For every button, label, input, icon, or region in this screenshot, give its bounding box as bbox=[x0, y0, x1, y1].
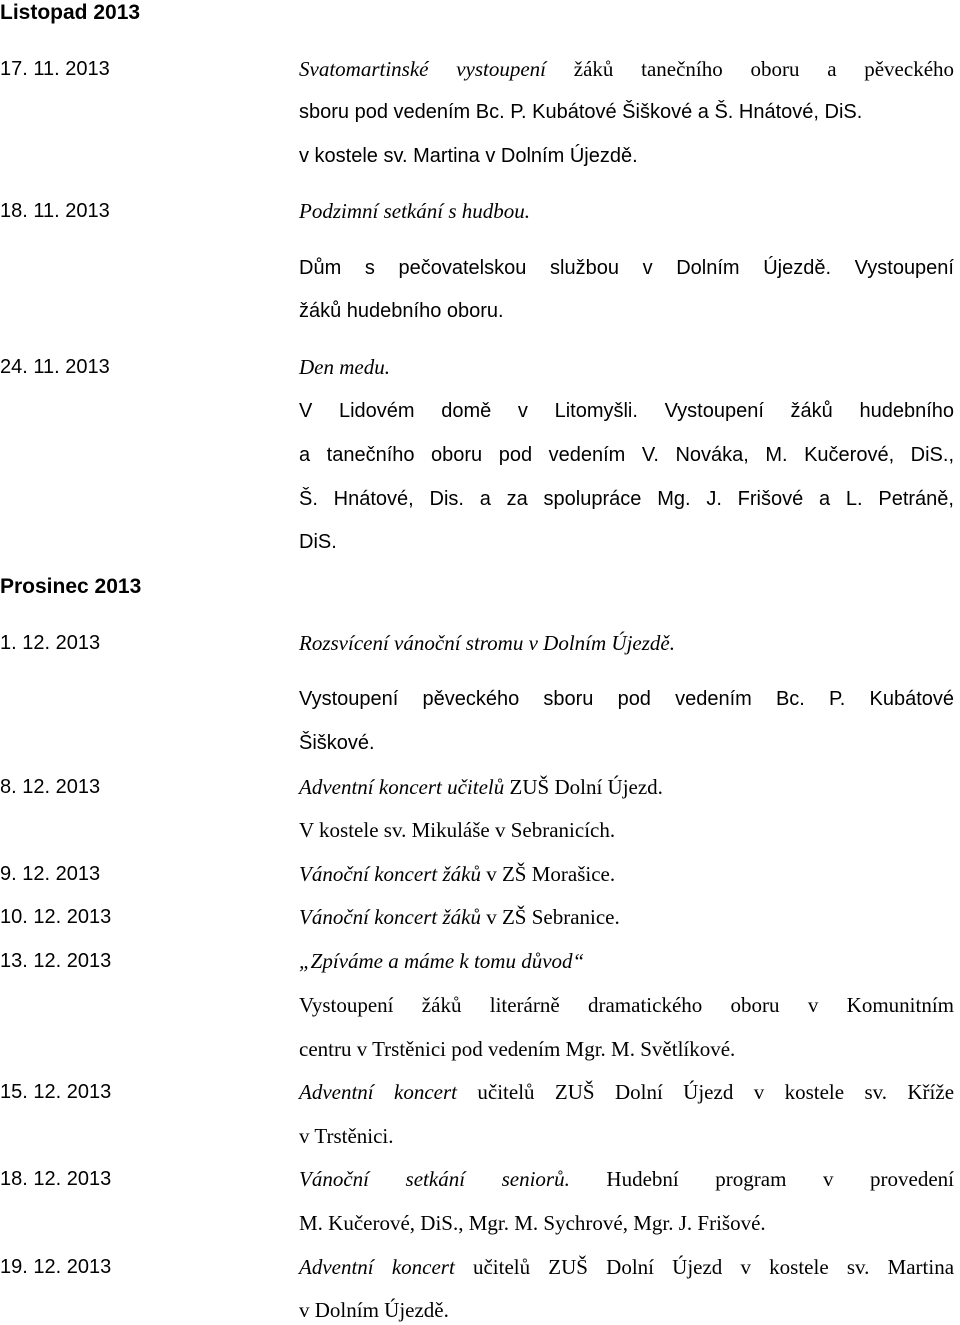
event-line bbox=[299, 1167, 954, 1191]
event-line: V kostele sv. Mikuláše v Sebranicích. bbox=[299, 818, 616, 842]
event-title: Rozsvícení vánoční stromu v Dolním Újezdě. bbox=[299, 631, 675, 655]
event-title: Adventní koncert bbox=[299, 1255, 455, 1279]
event-text: učitelů ZUŠ Dolní Újezd v kostele sv. Martina bbox=[472, 1255, 955, 1279]
event-text: ZUŠ Dolní Újezd. bbox=[509, 775, 663, 799]
event-text: žáků tanečního oboru a pěveckého bbox=[573, 57, 955, 81]
event-line: M. Kučerové, DiS., Mgr. M. Sychrové, Mgr. J. Frišové. bbox=[299, 1211, 766, 1235]
event-line: Šiškové. bbox=[299, 732, 375, 754]
event-line: v Dolním Újezdě. bbox=[299, 1298, 449, 1322]
event-date: 9. 12. 2013 bbox=[0, 863, 101, 885]
event-title: Den medu. bbox=[299, 355, 390, 379]
month-heading-december: Prosinec 2013 bbox=[0, 575, 142, 598]
month-heading-november: Listopad 2013 bbox=[0, 1, 141, 24]
event-line bbox=[299, 862, 615, 886]
event-text: v ZŠ Morašice. bbox=[486, 862, 616, 886]
event-date: 18. 12. 2013 bbox=[0, 1168, 112, 1190]
event-line: a tanečního oboru pod vedením V. Nováka, M. Kučerové, DiS., bbox=[299, 444, 954, 466]
event-title: Vánoční koncert žáků bbox=[299, 862, 481, 886]
event-line: DiS. bbox=[299, 531, 337, 553]
event-date: 13. 12. 2013 bbox=[0, 950, 112, 972]
event-line: Š. Hnátové, Dis. a za spolupráce Mg. J. Frišové a L. Petráně, bbox=[299, 488, 954, 510]
event-date: 15. 12. 2013 bbox=[0, 1081, 112, 1103]
event-date: 10. 12. 2013 bbox=[0, 906, 112, 928]
event-date: 8. 12. 2013 bbox=[0, 776, 101, 798]
event-text: Hudební program v provedení bbox=[606, 1167, 955, 1191]
event-line bbox=[299, 905, 620, 929]
event-title: Vánoční setkání seniorů. bbox=[299, 1167, 570, 1191]
event-line: Vystoupení pěveckého sboru pod vedením Bc. P. Kubátové bbox=[299, 688, 954, 710]
event-text: učitelů ZUŠ Dolní Újezd v kostele sv. Kříže bbox=[477, 1080, 955, 1104]
event-title: „Zpíváme a máme k tomu důvod“ bbox=[299, 949, 585, 973]
event-date: 18. 11. 2013 bbox=[0, 200, 110, 222]
event-line: v kostele sv. Martina v Dolním Újezdě. bbox=[299, 145, 638, 167]
event-title: Adventní koncert učitelů bbox=[299, 775, 505, 799]
event-title: Podzimní setkání s hudbou. bbox=[299, 199, 530, 223]
event-line bbox=[299, 1255, 954, 1279]
event-title: Adventní koncert bbox=[299, 1080, 457, 1104]
event-line: Vystoupení žáků literárně dramatického oboru v Komunitním bbox=[299, 993, 954, 1017]
event-date: 24. 11. 2013 bbox=[0, 356, 110, 378]
event-line: centru v Trstěnici pod vedením Mgr. M. Světlíkové. bbox=[299, 1037, 736, 1061]
event-line: v Trstěnici. bbox=[299, 1124, 394, 1148]
event-date: 19. 12. 2013 bbox=[0, 1256, 112, 1278]
event-line: žáků hudebního oboru. bbox=[299, 300, 504, 322]
event-text: v ZŠ Sebranice. bbox=[486, 905, 620, 929]
event-date: 1. 12. 2013 bbox=[0, 632, 101, 654]
event-date: 17. 11. 2013 bbox=[0, 58, 110, 80]
event-line bbox=[299, 775, 663, 799]
event-line: Dům s pečovatelskou službou v Dolním Újezdě. Vystoupení bbox=[299, 257, 954, 279]
event-line bbox=[299, 1080, 954, 1104]
event-line bbox=[299, 57, 954, 81]
event-line: sboru pod vedením Bc. P. Kubátové Šiškové a Š. Hnátové, DiS. bbox=[299, 101, 863, 123]
event-title: Vánoční koncert žáků bbox=[299, 905, 481, 929]
event-title: Svatomartinské vystoupení bbox=[299, 57, 547, 81]
event-line: V Lidovém domě v Litomyšli. Vystoupení žáků hudebního bbox=[299, 400, 954, 422]
